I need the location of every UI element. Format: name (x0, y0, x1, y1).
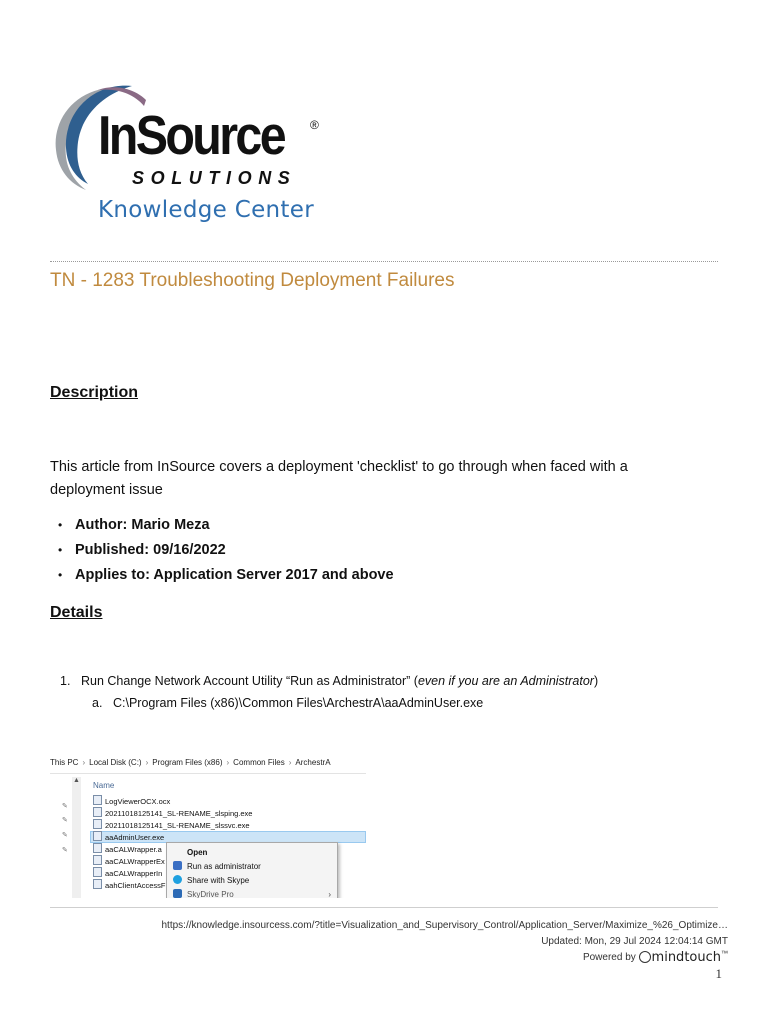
insource-logo (48, 78, 338, 228)
column-header-name: Name (93, 781, 115, 790)
powered-by-label: Powered by (582, 952, 636, 963)
list-item (58, 515, 394, 540)
breadcrumb-item: This PC (50, 758, 79, 767)
screenshot-divider (50, 773, 366, 774)
chevron-right-icon: › (288, 758, 292, 767)
bullet-icon: • (58, 518, 63, 532)
mindtouch-logo-icon (639, 951, 651, 963)
list-item: aahClientAccessF (93, 879, 165, 890)
list-item: aaCALWrapper.a (93, 843, 162, 854)
exe-icon (93, 843, 102, 853)
nav-pane-scrollbar (72, 777, 81, 898)
page-number: 1 (715, 966, 722, 981)
exe-icon (93, 879, 102, 889)
skype-icon (173, 875, 182, 884)
cloud-icon (173, 889, 182, 898)
context-menu-share-skype: Share with Skype (173, 874, 249, 887)
trademark: ™ (721, 950, 728, 958)
pin-icon: ✎ (62, 817, 68, 824)
logo-registered-mark: ® (310, 118, 319, 132)
article-meta-list (58, 515, 394, 590)
chevron-up-icon: ▲ (73, 777, 80, 784)
shield-icon (173, 861, 182, 870)
substep-number: a. (92, 696, 103, 710)
step-text-suffix: ) (593, 674, 599, 688)
step-text: Run Change Network Account Utility “Run as Administrator” ( (81, 674, 418, 688)
footer-powered-by (583, 950, 728, 965)
pin-icon: ✎ (62, 847, 68, 854)
step-1 (60, 674, 598, 688)
footer-updated: Updated: Mon, 29 Jul 2024 12:04:14 GMT (541, 936, 728, 947)
list-item: 20211018125141_SL-RENAME_slsping.exe (93, 807, 252, 818)
breadcrumb-item: Local Disk (C:) (89, 758, 142, 767)
exe-icon (93, 819, 102, 829)
description-heading: Description (50, 384, 139, 401)
footer-url: https://knowledge.insourcess.com/?title=Visualization_and_Supervisory_Control/Application_Server/Maximize_%26_Optimize… (161, 920, 728, 931)
chevron-right-icon: › (328, 890, 331, 898)
page-title: TN - 1283 Troubleshooting Deployment Failures (50, 270, 455, 291)
logo-subtitle: Knowledge Center (98, 197, 314, 223)
list-item: LogViewerOCX.ocx (93, 795, 170, 806)
list-item: aaCALWrapperIn (93, 867, 162, 878)
file-icon (93, 795, 102, 805)
step-1a (92, 696, 483, 710)
step-number: 1. (60, 674, 71, 688)
pin-icon: ✎ (62, 832, 68, 839)
meta-applies-to: Applies to: Application Server 2017 and above (75, 567, 394, 583)
list-item: 20211018125141_SL-RENAME_slssvc.exe (93, 819, 250, 830)
breadcrumb-item: Common Files (233, 758, 285, 767)
bullet-icon: • (58, 568, 63, 582)
context-menu (166, 842, 338, 898)
chevron-right-icon: › (82, 758, 86, 767)
meta-author: Author: Mario Meza (75, 517, 210, 533)
footer-divider (50, 907, 718, 908)
meta-published: Published: 09/16/2022 (75, 542, 226, 558)
breadcrumb (50, 754, 331, 772)
list-item: aaCALWrapperEx (93, 855, 165, 866)
logo-wordmark: InSource (98, 104, 284, 166)
logo-tagline: SOLUTIONS (132, 168, 297, 188)
list-item: aaAdminUser.exe (93, 831, 164, 842)
intro-paragraph: This article from InSource covers a deployment 'checklist' to go through when faced with a deployment issue (50, 459, 628, 498)
chevron-right-icon: › (226, 758, 230, 767)
exe-icon (93, 831, 102, 841)
mindtouch-brand: mindtouch (651, 950, 721, 965)
substep-path: C:\Program Files (x86)\Common Files\ArchestrA\aaAdminUser.exe (113, 696, 484, 710)
bullet-icon: • (58, 543, 63, 557)
breadcrumb-item: ArchestrA (295, 758, 331, 767)
context-menu-skydrive: SkyDrive Pro (173, 888, 234, 898)
header-divider (50, 261, 718, 262)
pin-icon: ✎ (62, 803, 68, 810)
context-menu-run-as-admin: Run as administrator (173, 860, 261, 873)
chevron-right-icon: › (145, 758, 149, 767)
exe-icon (93, 855, 102, 865)
list-item (58, 540, 394, 565)
exe-icon (93, 807, 102, 817)
details-heading: Details (50, 604, 103, 621)
exe-icon (93, 867, 102, 877)
step-emphasis: even if you are an Administrator (417, 674, 594, 688)
breadcrumb-item: Program Files (x86) (152, 758, 223, 767)
context-menu-open: Open (187, 848, 208, 857)
explorer-screenshot (50, 754, 366, 898)
list-item (58, 565, 394, 590)
